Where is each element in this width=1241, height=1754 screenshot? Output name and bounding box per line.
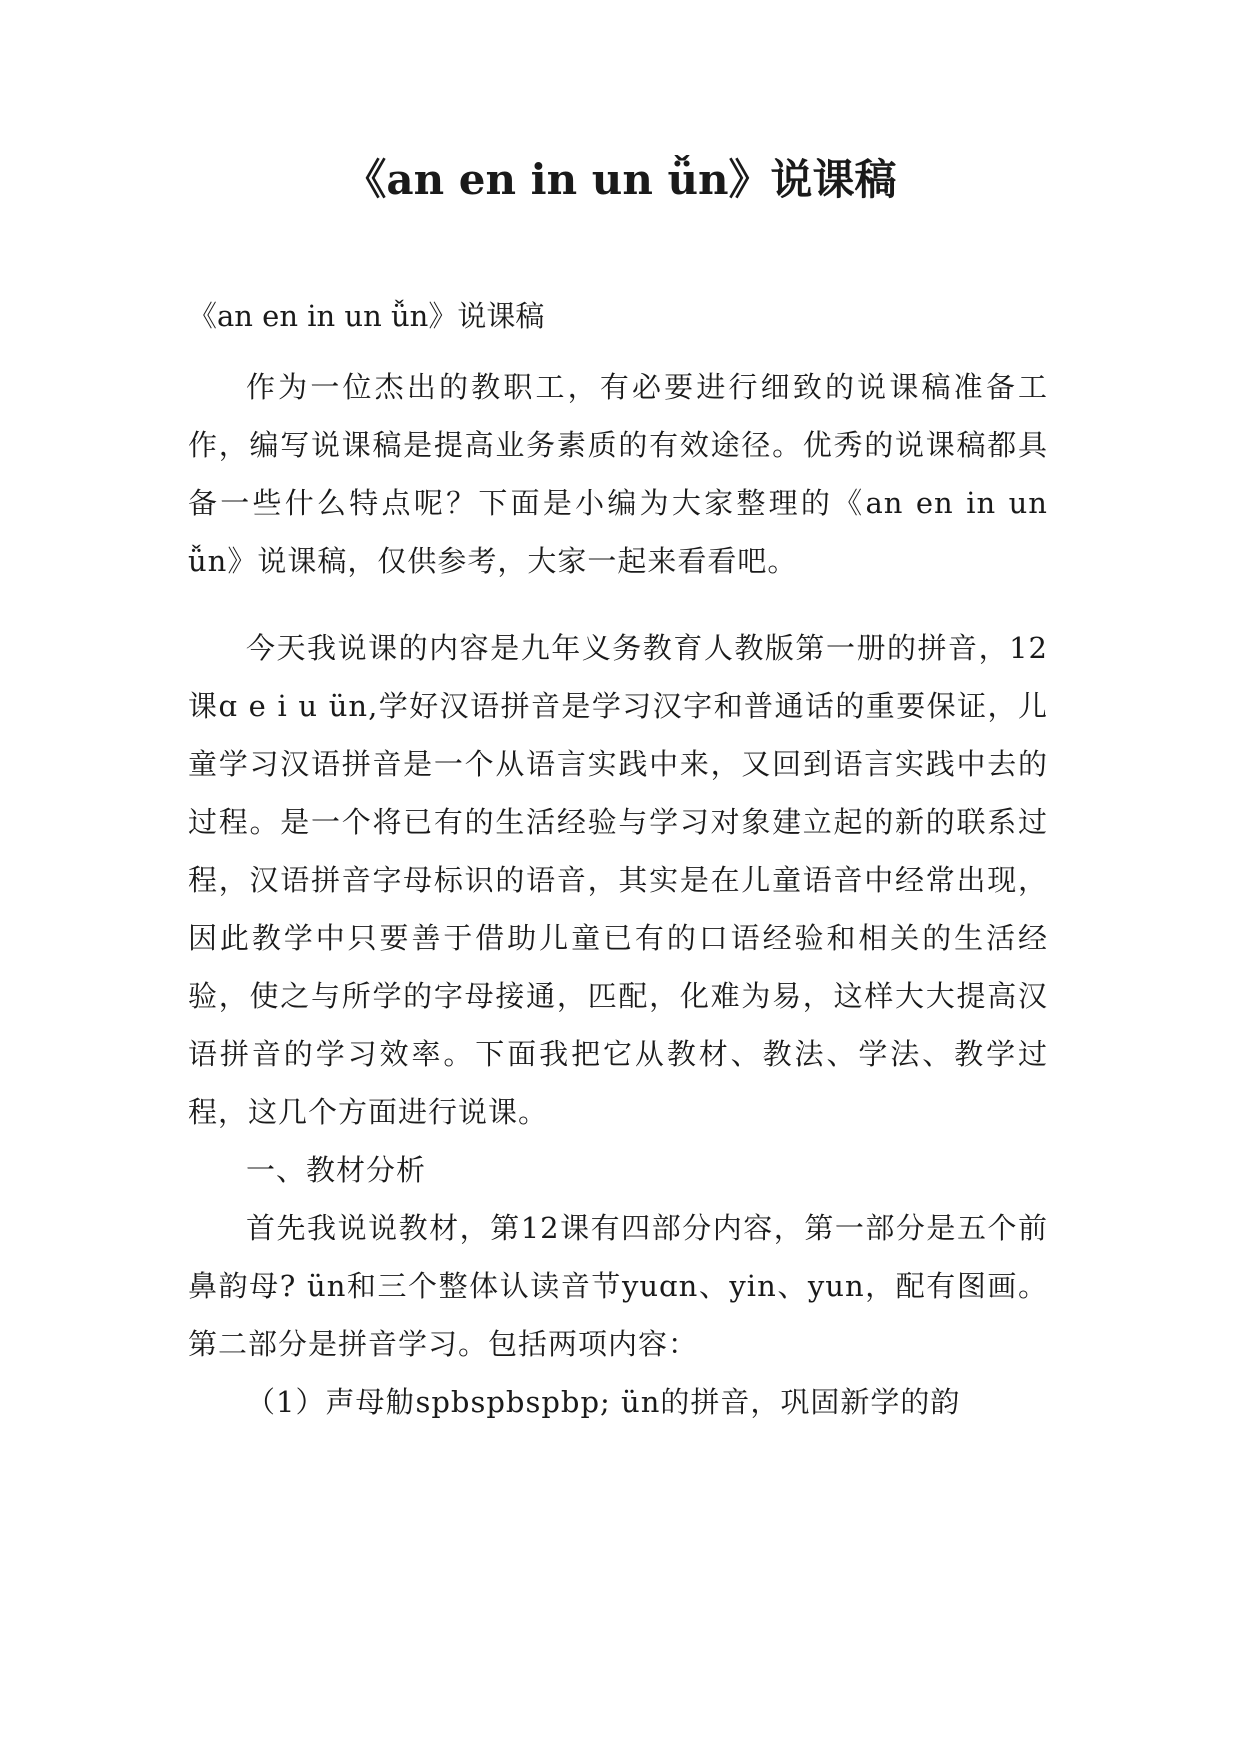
list-item-paragraph: （1）声母觔spbspbspbp; ün的拼音，巩固新学的韵 xyxy=(246,1385,961,1419)
document-subtitle: 《an en in un ǚn》说课稿 xyxy=(188,299,545,333)
intro-paragraph: 作为一位杰出的教职工，有必要进行细致的说课稿准备工作，编写说课稿是提高业务素质的有效途径。优秀的说课稿都具备一些什么特点呢？下面是小编为大家整理的《an en in un ǚn》说课稿，仅供参考，大家一起来看看吧。 xyxy=(188,370,1048,578)
document-title: 《an en in un ǚn》说课稿 xyxy=(344,155,897,204)
body-paragraph: 今天我说课的内容是九年义务教育人教版第一册的拼音，12课ɑ e i u ün,学好汉语拼音是学习汉字和普通话的重要保证，儿童学习汉语拼音是一个从语言实践中来，又回到语言实践中去的过程。是一个将已有的生活经验与学习对象建立起的新的联系过程，汉语拼音字母标识的语音，其实是在儿童语音中经常出现，因此教学中只要善于借助儿童已有的口语经验和相关的生活经验，使之与所学的字母接通，匹配，化难为易，这样大大提高汉语拼音的学习效率。下面我把它从教材、教法、学法、教学过程，这几个方面进行说课。 xyxy=(188,631,1048,1129)
section-heading: 一、教材分析 xyxy=(246,1153,427,1187)
section-paragraph: 首先我说说教材，第12课有四部分内容，第一部分是五个前鼻韵母? ün和三个整体认读音节yuɑn、yin、yun，配有图画。第二部分是拼音学习。包括两项内容： xyxy=(188,1211,1048,1361)
